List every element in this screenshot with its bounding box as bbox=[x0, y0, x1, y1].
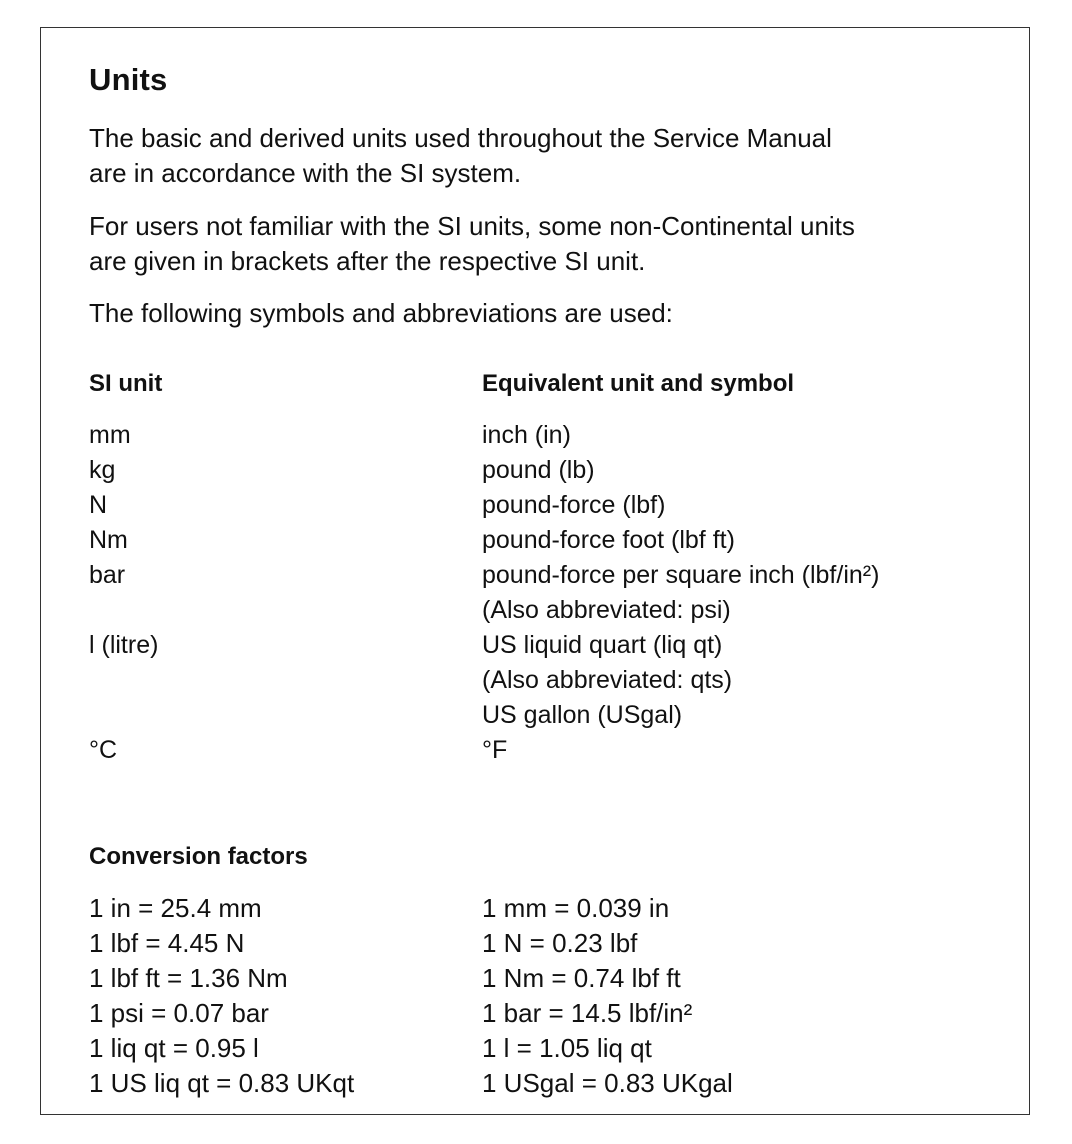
si-unit-cell: °C bbox=[89, 736, 118, 764]
conversion-right-cell: 1 bar = 14.5 lbf/in² bbox=[482, 998, 693, 1028]
intro-line-2: are in accordance with the SI system. bbox=[89, 158, 522, 188]
si-unit-cell: mm bbox=[89, 421, 131, 449]
conversion-right-cell: 1 mm = 0.039 in bbox=[482, 893, 670, 923]
equivalent-unit-cell: US liquid quart (liq qt) bbox=[482, 631, 723, 659]
si-unit-cell: l (litre) bbox=[89, 631, 159, 659]
si-unit-cell: kg bbox=[89, 456, 116, 484]
si-unit-header: SI unit bbox=[89, 370, 163, 397]
conversion-left-cell: 1 lbf = 4.45 N bbox=[89, 928, 245, 958]
conversion-right-cell: 1 USgal = 0.83 UKgal bbox=[482, 1068, 733, 1098]
conversion-factors-header: Conversion factors bbox=[89, 843, 308, 870]
equivalent-unit-cell: inch (in) bbox=[482, 421, 571, 449]
si-unit-cell: Nm bbox=[89, 526, 128, 554]
conversion-left-cell: 1 psi = 0.07 bar bbox=[89, 998, 269, 1028]
si-unit-cell: N bbox=[89, 491, 108, 519]
conversion-right-cell: 1 l = 1.05 liq qt bbox=[482, 1033, 652, 1063]
conversion-left-cell: 1 in = 25.4 mm bbox=[89, 893, 262, 923]
equivalent-unit-cell: °F bbox=[482, 736, 508, 764]
equivalent-unit-cell: (Also abbreviated: qts) bbox=[482, 666, 733, 694]
conversion-left-cell: 1 US liq qt = 0.83 UKqt bbox=[89, 1068, 355, 1098]
equivalent-unit-cell: pound (lb) bbox=[482, 456, 595, 484]
units-box bbox=[40, 27, 1030, 1115]
intro-line-5: The following symbols and abbreviations are used: bbox=[89, 298, 673, 328]
conversion-left-cell: 1 liq qt = 0.95 l bbox=[89, 1033, 259, 1063]
intro-line-3: For users not familiar with the SI units, some non-Continental units bbox=[89, 211, 855, 241]
conversion-right-cell: 1 Nm = 0.74 lbf ft bbox=[482, 963, 681, 993]
si-unit-cell: bar bbox=[89, 561, 126, 589]
equivalent-unit-cell: pound-force per square inch (lbf/in²) bbox=[482, 561, 880, 589]
intro-line-1: The basic and derived units used throughout the Service Manual bbox=[89, 123, 832, 153]
conversion-left-cell: 1 lbf ft = 1.36 Nm bbox=[89, 963, 288, 993]
equivalent-unit-cell: (Also abbreviated: psi) bbox=[482, 596, 731, 624]
conversion-right-cell: 1 N = 0.23 lbf bbox=[482, 928, 638, 958]
equivalent-unit-header: Equivalent unit and symbol bbox=[482, 370, 795, 397]
intro-line-4: are given in brackets after the respective SI unit. bbox=[89, 246, 646, 276]
equivalent-unit-cell: pound-force (lbf) bbox=[482, 491, 666, 519]
page-title: Units bbox=[89, 62, 168, 97]
equivalent-unit-cell: pound-force foot (lbf ft) bbox=[482, 526, 735, 554]
equivalent-unit-cell: US gallon (USgal) bbox=[482, 701, 683, 729]
